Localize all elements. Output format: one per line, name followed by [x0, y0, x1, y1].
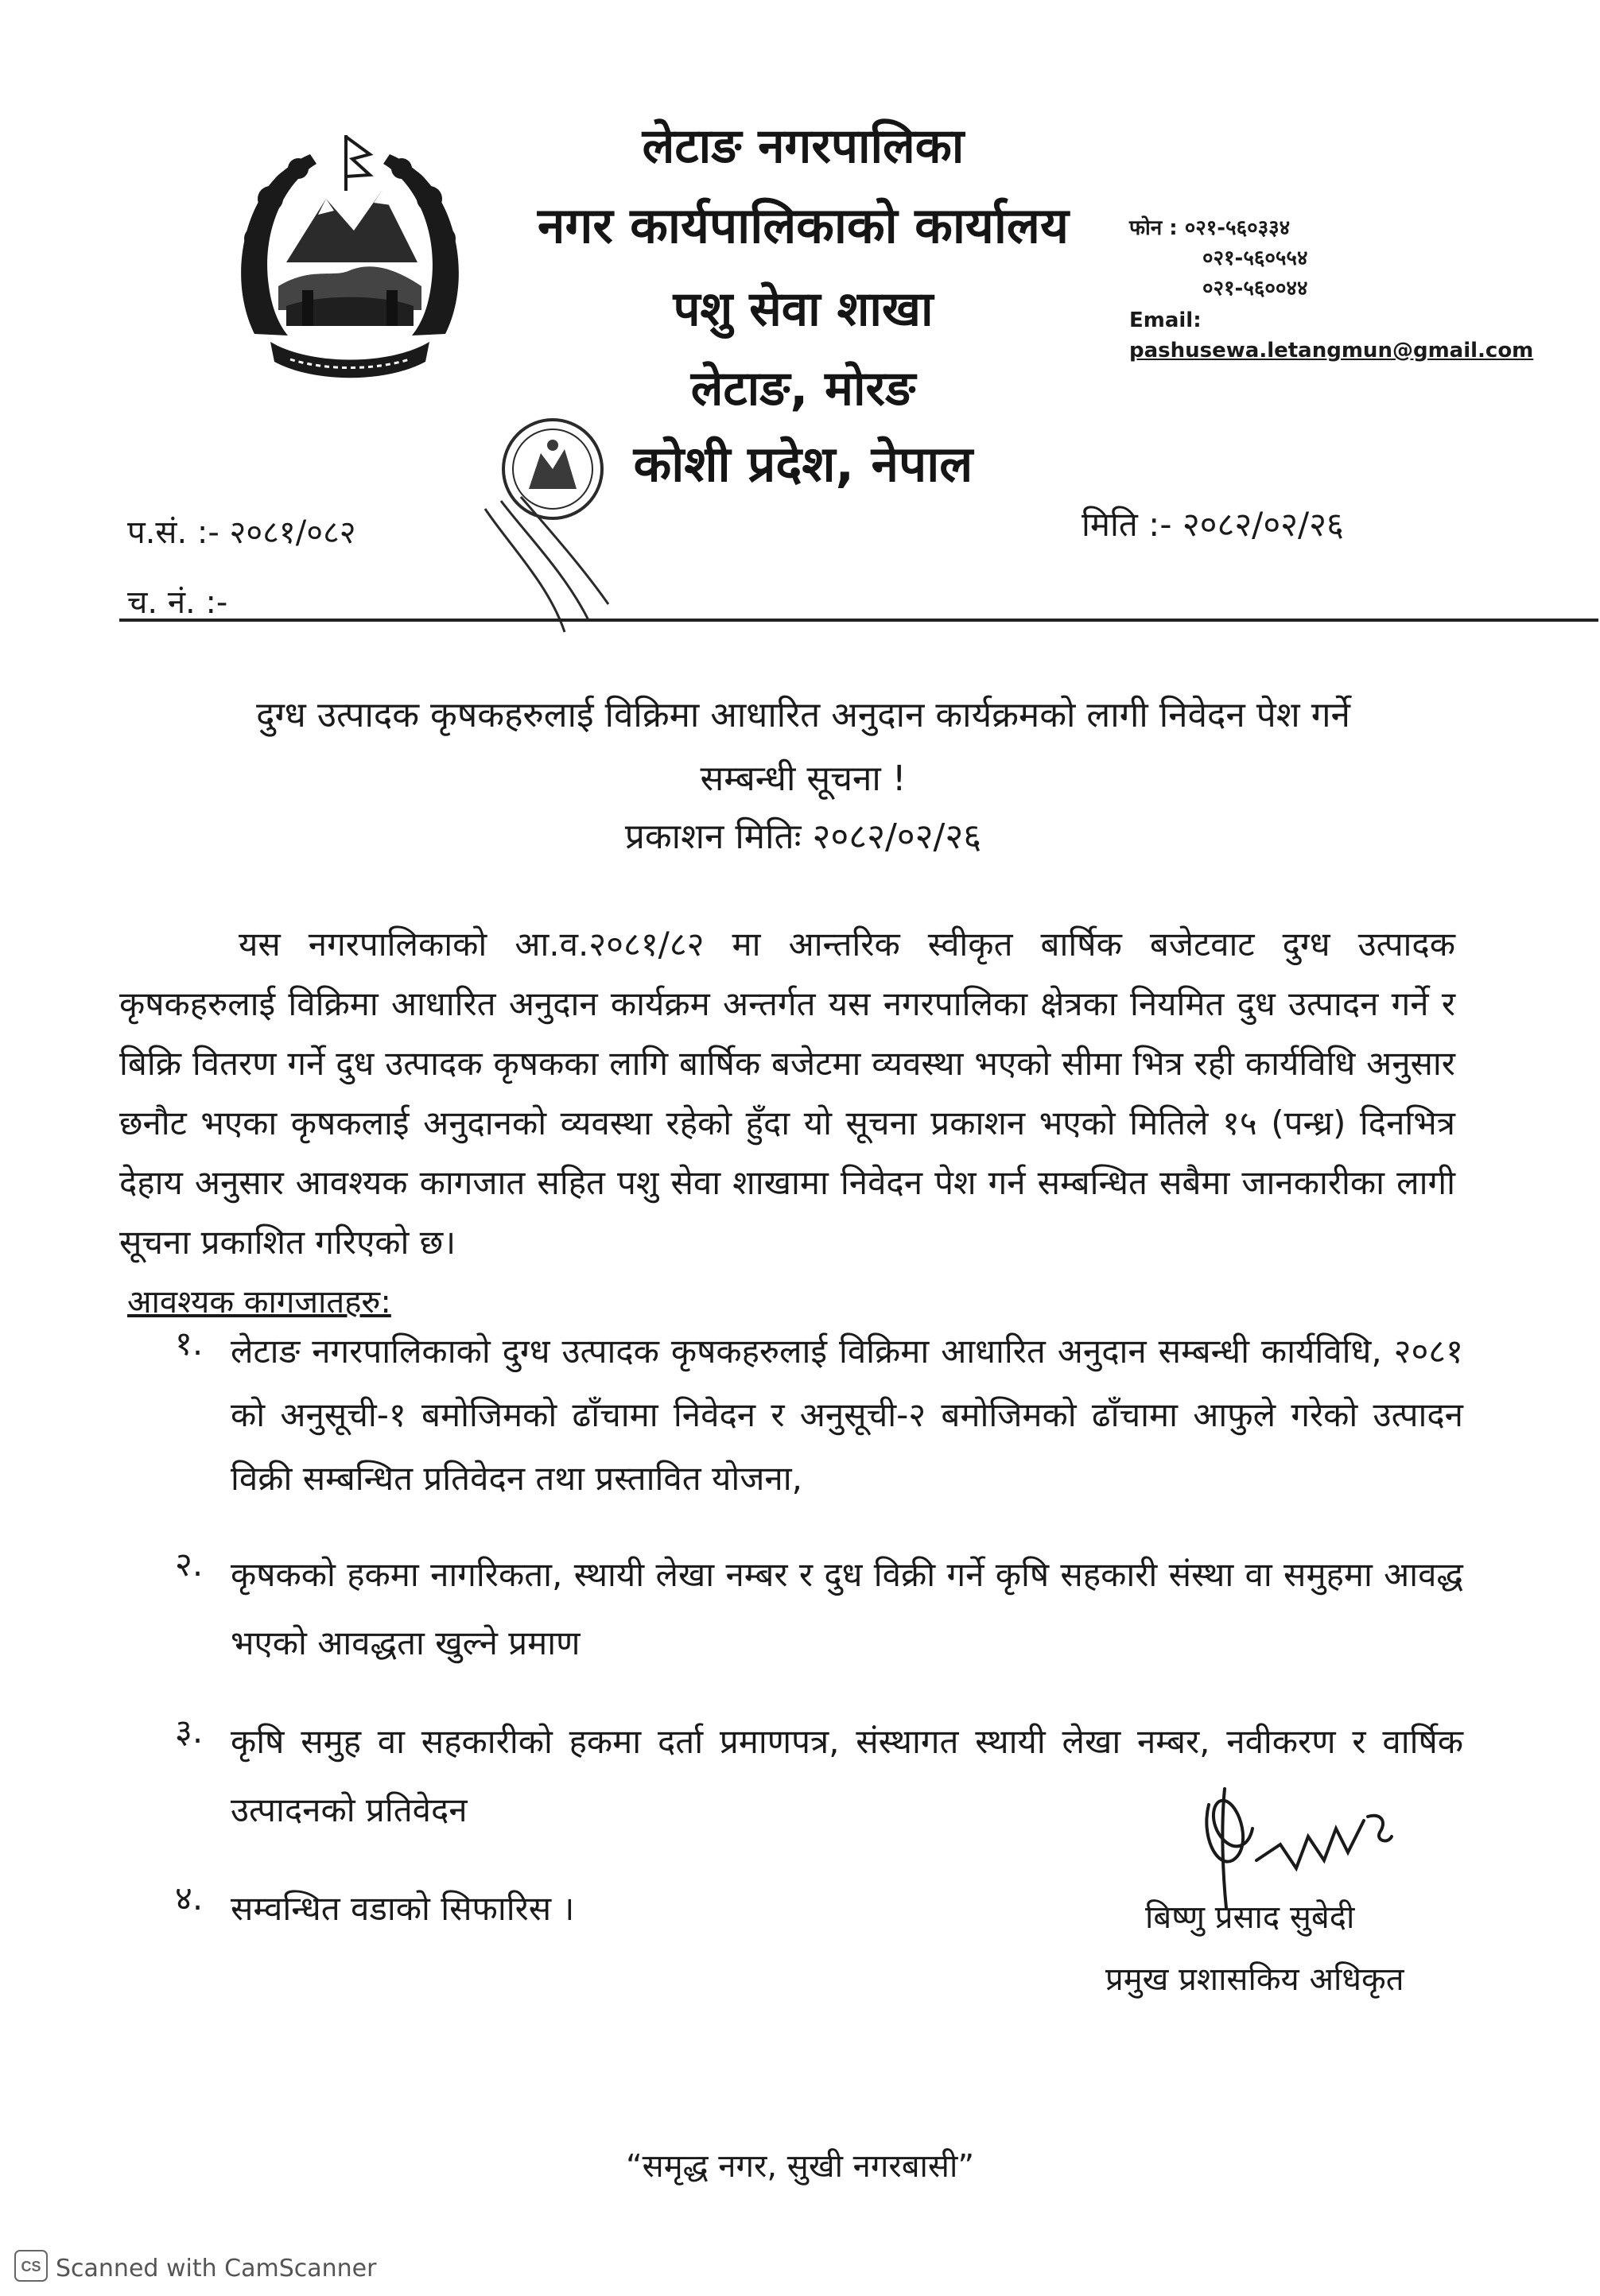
- office-name: नगर कार्यपालिकाको कार्यालय: [538, 196, 1069, 254]
- scanner-watermark: Scanned with CamScanner: [56, 2255, 377, 2282]
- list-item-number: ३.: [175, 1712, 204, 1751]
- list-item: [175, 1541, 1463, 1677]
- phone-line-1: फोन : ०२१-५६०३३४: [1129, 216, 1291, 240]
- email-line: [1129, 305, 1600, 366]
- phone-line-2: ०२१-५६०५५४: [1202, 246, 1308, 270]
- list-item: [175, 1320, 1463, 1511]
- list-item-text: कृषकको हकमा नागरिकता, स्थायी लेखा नम्बर र दुध विक्री गर्ने कृषि सहकारी संस्था वा समुहमा आवद्ध भएको आवद्धता खुल्ने प्रमाण: [231, 1555, 1463, 1662]
- office-round-stamp-icon: [453, 413, 652, 652]
- branch-name: पशु सेवा शाखा: [673, 281, 934, 337]
- phone-line-3: ०२१-५६००४४: [1202, 277, 1308, 301]
- list-item-text: कृषि समुह वा सहकारीको हकमा दर्ता प्रमाणपत्र, संस्थागत स्थायी लेखा नम्बर, नवीकरण र वार्षिक उत्पादनको प्रतिवेदन: [231, 1722, 1463, 1829]
- email-link[interactable]: pashusewa.letangmun@gmail.com: [1129, 339, 1534, 363]
- list-item-number: ४.: [175, 1879, 204, 1918]
- publication-date: प्रकाशन मितिः २०८२/०२/२६: [624, 816, 982, 857]
- list-item-number: २.: [175, 1545, 204, 1584]
- notice-body: यस नगरपालिकाको आ.व.२०८१/८२ मा आन्तरिक स्वीकृत बार्षिक बजेटवाट दुग्ध उत्पादक कृषकहरुलाई विक्रिमा आधारित अनुदान कार्यक्रम अन्तर्गत यस नगरपालिका क्षेत्रका नियमित दुध उत्पादन गर्ने र बिक्रि वितरण गर्ने दुध उत्पादक कृषकका लागि बार्षिक बजेटमा व्यवस्था भएको सीमा भित्र रही कार्यविधि अनुसार छनौट भएका कृषकलाई अनुदानको व्यवस्था रहेको हुँदा यो सूचना प्रकाशन भएको मितिले १५ (पन्ध्र) दिनभित्र देहाय अनुसार आवश्यक कागजात सहित पशु सेवा शाखामा निवेदन पेश गर्न सम्बन्धित सबैमा जानकारीका लागी सूचना प्रकाशित गरिएको छ।: [119, 925, 1455, 1262]
- notice-subject: [111, 684, 1495, 811]
- reference-number: प.सं. :- २०८१/०८२: [127, 514, 356, 551]
- list-item-number: १.: [175, 1324, 204, 1363]
- list-item-text: सम्वन्धित वडाको सिफारिस ।: [231, 1889, 575, 1928]
- camscanner-logo-icon: [14, 2250, 48, 2282]
- municipality-name: लेटाङ नगरपालिका: [642, 118, 965, 174]
- contact-block: [1129, 213, 1600, 366]
- letter-date: मिति :- २०८२/०२/२६: [1082, 505, 1344, 544]
- dispatch-number: च. नं. :-: [127, 584, 228, 621]
- municipality-motto: “समृद्ध नगर, सुखी नगरबासी”: [625, 2148, 975, 2185]
- camscanner-logo-text: CS: [21, 2259, 41, 2275]
- email-label: Email:: [1129, 308, 1202, 332]
- nepal-emblem-icon: [223, 127, 477, 398]
- signatory-title: प्रमुख प्रशासकिय अधिकृत: [1105, 1961, 1404, 1998]
- subject-line-1: दुग्ध उत्पादक कृषकहरुलाई विक्रिमा आधारित अनुदान कार्यक्रमको लागी निवेदन पेश गर्ने: [256, 695, 1350, 735]
- documents-heading: आवश्यक कागजातहरु:: [127, 1284, 391, 1321]
- province-country: कोशी प्रदेश, नेपाल: [633, 435, 973, 493]
- office-location: लेटाङ, मोरङ: [690, 361, 916, 417]
- header-divider: [119, 619, 1598, 622]
- subject-line-2: सम्बन्धी सूचना !: [700, 758, 907, 799]
- signatory-name: बिष्णु प्रसाद सुबेदी: [1145, 1899, 1355, 1936]
- list-item-text: लेटाङ नगरपालिकाको दुग्ध उत्पादक कृषकहरुलाई विक्रिमा आधारित अनुदान सम्बन्धी कार्यविधि, २०८१ को अनुसूची-१ बमोजिमको ढाँचामा निवेदन र अनुसूची-२ बमोजिमको ढाँचामा आफुले गरेको उत्पादन विक्री सम्बन्धित प्रतिवेदन तथा प्रस्तावित योजना,: [231, 1332, 1463, 1498]
